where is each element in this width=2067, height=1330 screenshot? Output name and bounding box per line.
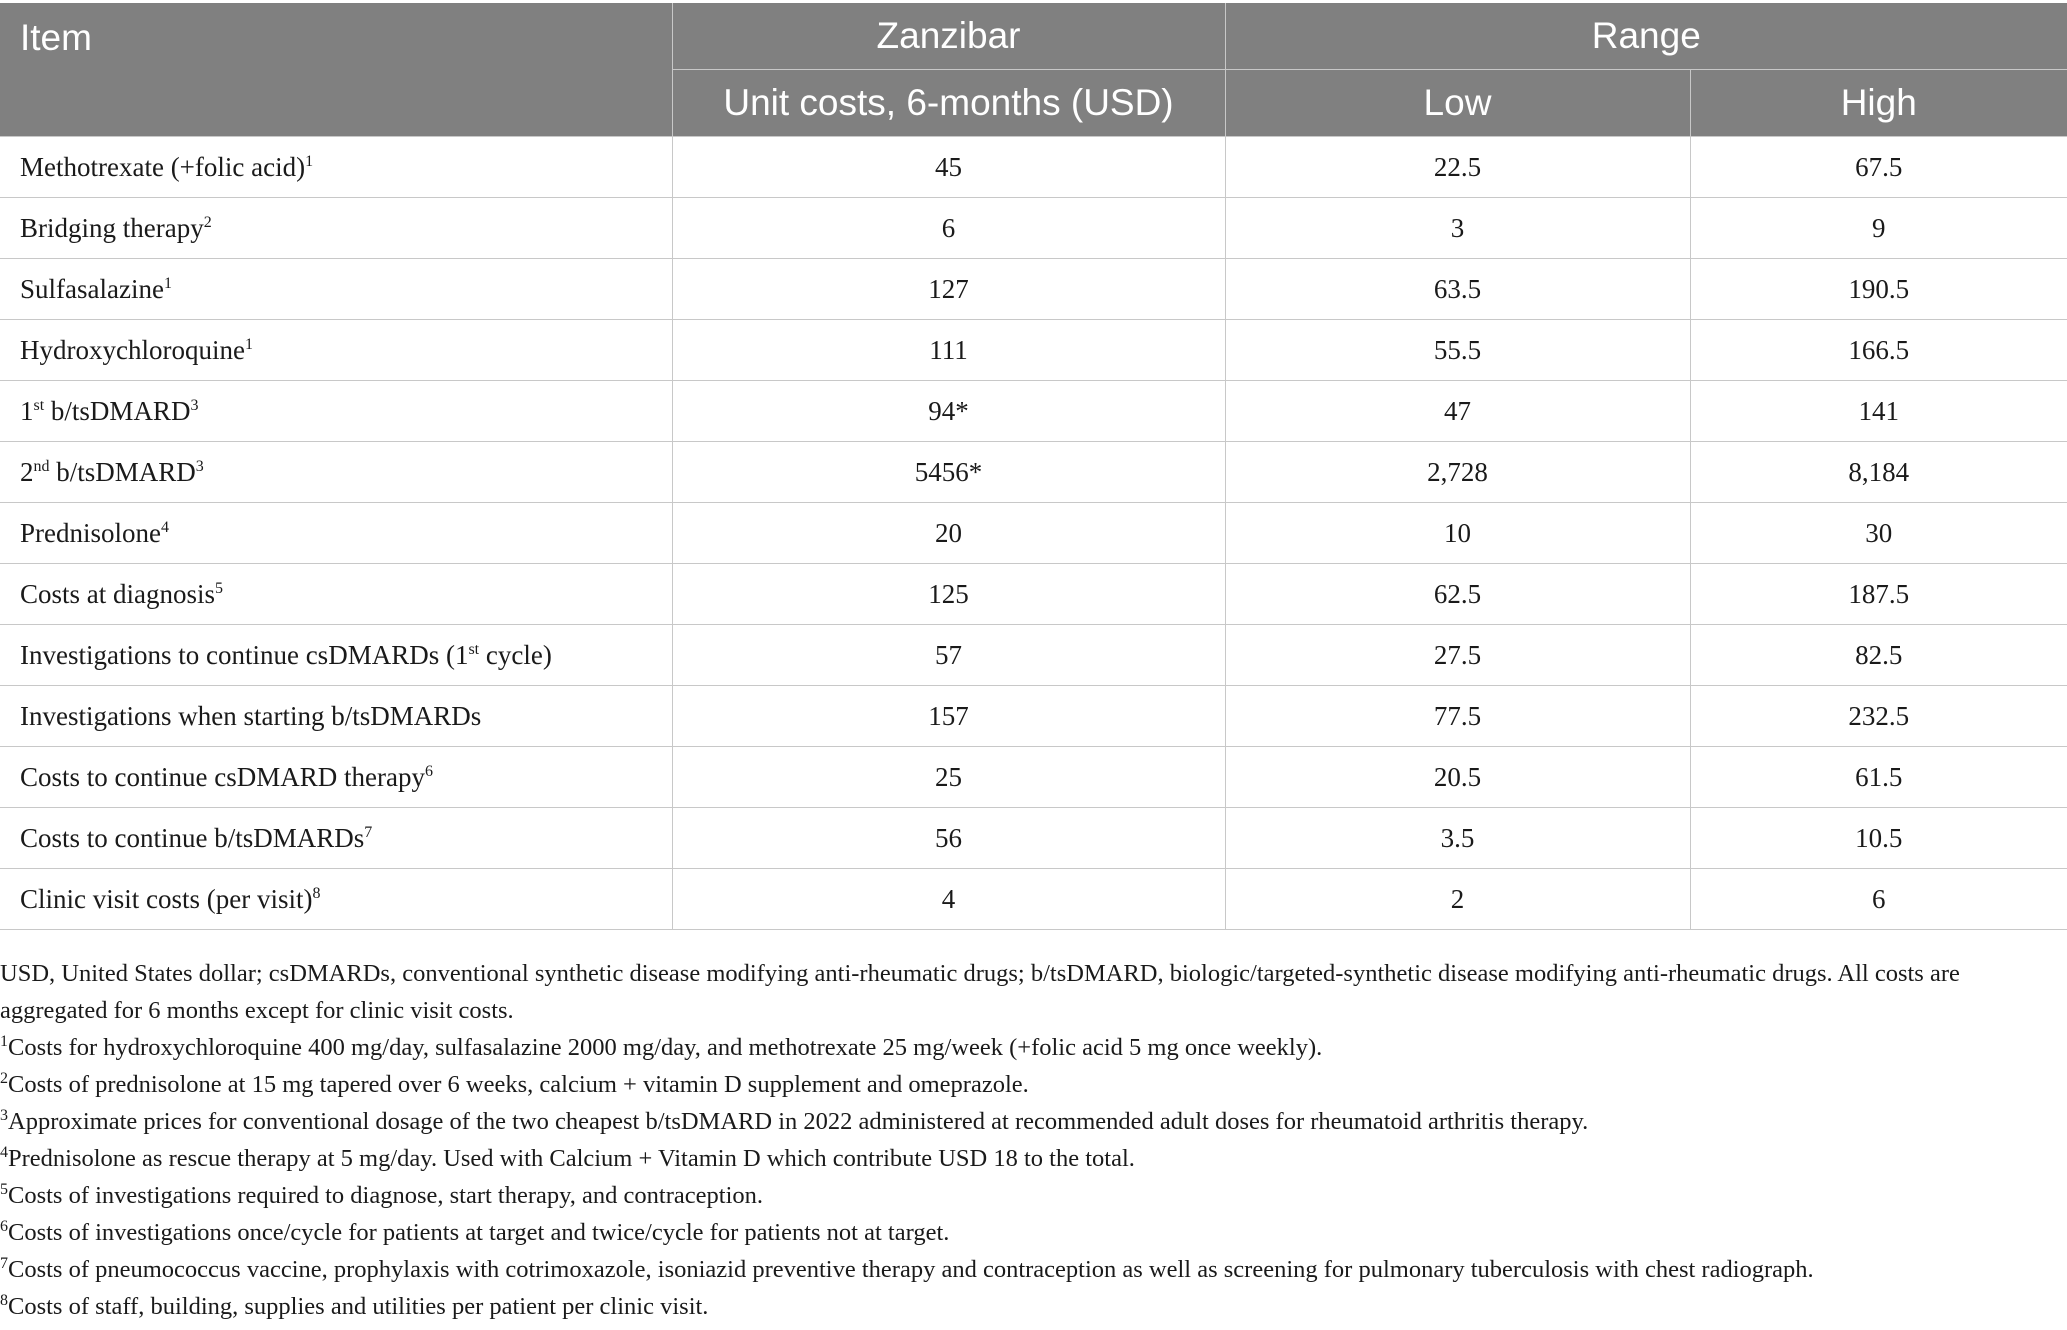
table-row (0, 869, 2067, 930)
cell-item (0, 686, 672, 747)
item-label: Bridging therapy (20, 212, 204, 243)
item-superscript: 7 (364, 823, 373, 841)
footnote-text: Prednisolone as rescue therapy at 5 mg/day. Used with Calcium + Vitamin D which contribute USD 18 to the total. (8, 1145, 1135, 1172)
item-label: Hydroxychloroquine (20, 334, 245, 365)
item-footnote-mark: 3 (195, 457, 204, 475)
header-high: High (1690, 70, 2067, 137)
cell-high: 8,184 (1690, 442, 2067, 503)
cell-item (0, 503, 672, 564)
item-label: Investigations to continue csDMARDs (1 (20, 639, 469, 670)
cell-unit: 125 (672, 564, 1225, 625)
footnote-mark: 5 (0, 1180, 8, 1198)
table-row (0, 137, 2067, 198)
footnote-text: Costs of staff, building, supplies and utilities per patient per clinic visit. (8, 1293, 709, 1320)
table-row (0, 442, 2067, 503)
cell-item (0, 564, 672, 625)
cell-item (0, 625, 672, 686)
footnote (0, 1288, 2067, 1325)
footnote-mark: 8 (0, 1291, 8, 1309)
cell-high: 9 (1690, 198, 2067, 259)
item-label: Costs at diagnosis (20, 578, 216, 609)
item-suffix: b/tsDMARD (44, 395, 191, 426)
table-header (0, 3, 2067, 137)
cell-high: 10.5 (1690, 808, 2067, 869)
cell-low: 27.5 (1225, 625, 1690, 686)
cost-table-container (0, 3, 2067, 930)
cell-unit: 111 (672, 320, 1225, 381)
footnote-mark: 1 (0, 1032, 8, 1050)
cell-unit: 5456* (672, 442, 1225, 503)
cell-item (0, 320, 672, 381)
footnote-text: Costs of investigations once/cycle for patients at target and twice/cycle for patients not at target. (8, 1219, 950, 1246)
item-label: 2 (20, 456, 34, 487)
footnote-text: Approximate prices for conventional dosage of the two cheapest b/tsDMARD in 2022 administered at recommended adult doses for rheumatoid arthritis therapy. (8, 1108, 1589, 1135)
header-low: Low (1225, 70, 1690, 137)
item-superscript: 4 (161, 518, 169, 536)
cell-low: 10 (1225, 503, 1690, 564)
footnote (0, 1214, 2067, 1251)
cell-unit: 45 (672, 137, 1225, 198)
footnote-mark: 7 (0, 1254, 8, 1272)
table-body (0, 137, 2067, 930)
cell-item (0, 259, 672, 320)
footnote (0, 1066, 2067, 1103)
item-superscript: st (468, 640, 480, 658)
item-label: Prednisolone (20, 517, 161, 548)
cell-item (0, 442, 672, 503)
item-suffix: b/tsDMARD (49, 456, 196, 487)
footnote (0, 1140, 2067, 1177)
header-range: Range (1225, 3, 2067, 70)
cell-high: 67.5 (1690, 137, 2067, 198)
item-label: 1 (20, 395, 34, 426)
footnote-mark: 4 (0, 1143, 8, 1161)
item-label: Costs to continue b/tsDMARDs (20, 822, 365, 853)
cell-high: 190.5 (1690, 259, 2067, 320)
item-label: Investigations when starting b/tsDMARDs (20, 700, 482, 731)
cell-low: 3 (1225, 198, 1690, 259)
cell-high: 6 (1690, 869, 2067, 930)
cell-low: 55.5 (1225, 320, 1690, 381)
table-row (0, 747, 2067, 808)
item-superscript: 5 (215, 579, 224, 597)
cell-high: 232.5 (1690, 686, 2067, 747)
cell-item (0, 137, 672, 198)
table-row (0, 503, 2067, 564)
cell-low: 3.5 (1225, 808, 1690, 869)
header-item: Item (0, 3, 672, 137)
table-row (0, 625, 2067, 686)
cell-high: 187.5 (1690, 564, 2067, 625)
item-superscript: 2 (203, 213, 212, 231)
cell-unit: 57 (672, 625, 1225, 686)
table-row (0, 259, 2067, 320)
abbreviations-note: USD, United States dollar; csDMARDs, conventional synthetic disease modifying anti-rheumatic drugs; b/tsDMARD, biologic/targeted-synthetic disease modifying anti-rheumatic drugs. All costs are aggregated for 6 months except for clinic visit costs. (0, 960, 1960, 1024)
cell-item (0, 869, 672, 930)
footnote (0, 1177, 2067, 1214)
cell-unit: 4 (672, 869, 1225, 930)
footnote-text: Costs of pneumococcus vaccine, prophylaxis with cotrimoxazole, isoniazid preventive therapy and contraception as well as screening for pulmonary tuberculosis with chest radiograph. (8, 1256, 1814, 1283)
item-label: Methotrexate (+folic acid) (20, 151, 306, 182)
item-superscript: nd (33, 457, 50, 475)
item-superscript: 8 (312, 884, 321, 902)
table-row (0, 198, 2067, 259)
table-row (0, 320, 2067, 381)
table-row (0, 686, 2067, 747)
table-row (0, 381, 2067, 442)
cell-low: 47 (1225, 381, 1690, 442)
table-notes (0, 955, 2067, 1325)
cell-low: 63.5 (1225, 259, 1690, 320)
item-label: Costs to continue csDMARD therapy (20, 761, 425, 792)
footnote (0, 1029, 2067, 1066)
footnote-mark: 6 (0, 1217, 8, 1235)
header-unit-costs: Unit costs, 6-months (USD) (672, 70, 1225, 137)
cell-low: 20.5 (1225, 747, 1690, 808)
cell-low: 77.5 (1225, 686, 1690, 747)
cell-unit: 56 (672, 808, 1225, 869)
cell-item (0, 747, 672, 808)
footnote-mark: 2 (0, 1069, 8, 1087)
table-row (0, 564, 2067, 625)
cell-unit: 20 (672, 503, 1225, 564)
item-footnote-mark: 3 (190, 396, 199, 414)
cell-low: 62.5 (1225, 564, 1690, 625)
cell-unit: 127 (672, 259, 1225, 320)
item-superscript: st (33, 396, 45, 414)
item-superscript: 6 (424, 762, 433, 780)
footnote-text: Costs of investigations required to diagnose, start therapy, and contraception. (8, 1182, 764, 1209)
cell-high: 166.5 (1690, 320, 2067, 381)
cell-unit: 25 (672, 747, 1225, 808)
cell-high: 141 (1690, 381, 2067, 442)
footnote-mark: 3 (0, 1106, 8, 1124)
cell-high: 61.5 (1690, 747, 2067, 808)
item-label: Sulfasalazine (20, 273, 164, 304)
cell-unit: 157 (672, 686, 1225, 747)
cell-unit: 6 (672, 198, 1225, 259)
cell-low: 2 (1225, 869, 1690, 930)
footnote-text: Costs for hydroxychloroquine 400 mg/day, sulfasalazine 2000 mg/day, and methotrexate 25 mg/week (+folic acid 5 mg once weekly). (8, 1034, 1323, 1061)
footnotes-list (0, 1029, 2067, 1325)
footnote (0, 1251, 2067, 1288)
cell-high: 82.5 (1690, 625, 2067, 686)
unit-costs-table (0, 3, 2067, 930)
item-superscript: 1 (163, 274, 172, 292)
cell-high: 30 (1690, 503, 2067, 564)
footnote (0, 1103, 2067, 1140)
table-row (0, 808, 2067, 869)
item-superscript: 1 (305, 152, 314, 170)
item-superscript: 1 (244, 335, 253, 353)
cell-unit: 94* (672, 381, 1225, 442)
cell-low: 2,728 (1225, 442, 1690, 503)
header-zanzibar: Zanzibar (672, 3, 1225, 70)
item-suffix: cycle) (479, 639, 552, 670)
cell-low: 22.5 (1225, 137, 1690, 198)
cell-item (0, 381, 672, 442)
footnote-text: Costs of prednisolone at 15 mg tapered over 6 weeks, calcium + vitamin D supplement and omeprazole. (8, 1071, 1029, 1098)
cell-item (0, 198, 672, 259)
item-label: Clinic visit costs (per visit) (20, 883, 313, 914)
cell-item (0, 808, 672, 869)
